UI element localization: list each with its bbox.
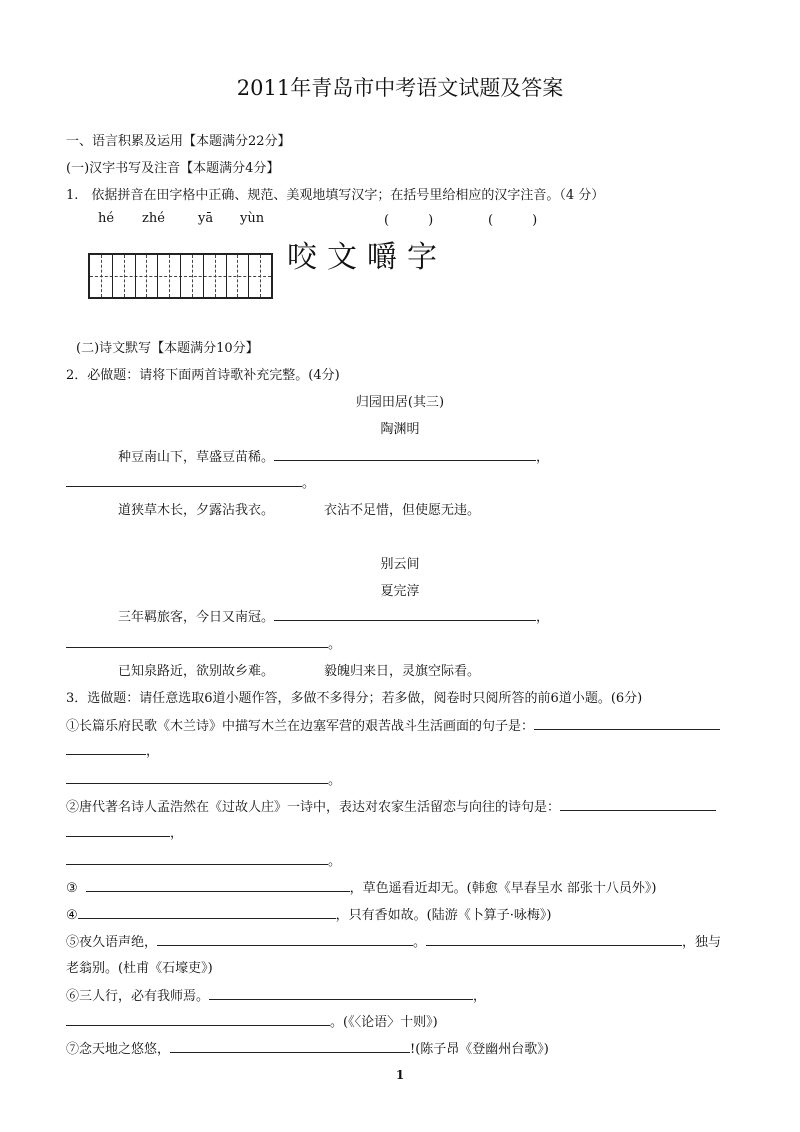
question-text: ，只有香如故。(陆游《卜算子·咏梅》) [335,908,552,923]
answer-paren-2: ( ) [488,213,538,228]
document-title: 2011年青岛市中考语文试题及答案 [236,76,564,100]
answer-blank[interactable] [209,985,473,1000]
question-3-2 [66,796,716,815]
answer-blank[interactable] [157,931,413,946]
answer-blank[interactable] [560,796,716,811]
answer-blank[interactable] [66,1011,330,1026]
grid-cell [204,255,227,297]
question-text: 。(《〈论语〉十则》) [330,1015,438,1030]
question-1: 1. 依据拼音在田字格中正确、规范、美观地填写汉字；在括号里给相应的汉字注音。（4 分） [66,188,605,203]
grid-cell [249,255,271,297]
question-text: !(陈子昂《登幽州台歌》) [410,1042,549,1057]
punct: 。 [302,476,316,491]
punct: ， [536,450,550,465]
punct: 。 [328,854,342,869]
question-3-1-line-2 [66,740,159,759]
page-number: 1 [395,1068,405,1082]
pinyin-1: hé [98,211,115,226]
poem-1-title: 归园田居(其三) [355,395,445,410]
punct: 。 [328,637,342,652]
punct: ， [146,744,160,759]
answer-blank[interactable] [426,931,682,946]
question-3: 3．选做题：请任意选取6道小题作答，多做不多得分；若多做，阅卷时只阅所答的前6道小题。(6分) [66,691,643,706]
answer-blank[interactable] [78,904,336,919]
question-number: ④ [66,908,78,923]
answer-blank[interactable] [66,633,328,648]
answer-blank[interactable] [66,769,328,784]
answer-blank[interactable] [86,877,350,892]
question-text: ⑥三人行，必有我师焉。 [66,989,210,1004]
answer-blank[interactable] [66,822,170,837]
poem-2-line-3b: 毅魄归来日，灵旗空际看。 [324,664,481,679]
question-3-5 [66,931,721,950]
section-heading: 一、语言积累及运用【本题满分22分】 [66,134,291,149]
poem-2-line-1 [118,606,549,625]
question-text: ⑤夜久语声绝， [66,935,158,950]
answer-blank[interactable] [66,472,302,487]
question-text: ②唐代著名诗人孟浩然在《过故人庄》一诗中，表达对农家生活留恋与向往的诗句是： [66,800,561,815]
poem-2-line-2 [66,633,341,652]
grid-cell [181,255,204,297]
answer-blank[interactable] [534,715,720,730]
question-3-2-line-3 [66,850,341,869]
question-3-6-line-2 [66,1011,438,1030]
question-3-1 [66,715,720,734]
question-text: ，独与 [682,935,722,950]
punct: ， [473,989,487,1004]
question-text: ，草色遥看近却无。(韩愈《早春呈水 部张十八员外》) [349,881,657,896]
grid-cell [227,255,250,297]
question-text: ⑦念天地之悠悠， [66,1042,171,1057]
answer-blank[interactable] [170,1038,410,1053]
question-number: ③ [66,881,78,896]
question-text: ①长篇乐府民歌《木兰诗》中描写木兰在边塞军营的艰苦战斗生活画面的句子是： [66,719,535,734]
pinyin-2: zhé [142,211,165,226]
poem-2-line-3a: 已知泉路近，欲别故乡难。 [118,664,275,679]
pinyin-4: yùn [240,211,265,226]
question-2: 2．必做题：请将下面两首诗歌补充完整。(4分) [66,368,340,383]
question-3-4 [66,904,551,923]
answer-blank[interactable] [274,606,536,621]
punct: ， [170,826,184,841]
question-3-5-line-2: 老翁别。(杜甫《石壕吏》) [66,961,213,976]
subsection-heading: (一)汉字书写及注音【本题满分4分】 [66,161,280,176]
grid-cell [136,255,159,297]
writing-grid[interactable] [88,253,273,299]
poem-1-line-3a: 道狭草木长，夕露沾我衣。 [118,503,275,518]
pinyin-3: yā [198,211,214,226]
punct: 。 [413,935,427,950]
answer-paren-1: ( ) [384,213,434,228]
question-3-1-line-3 [66,769,341,788]
punct: 。 [328,773,342,788]
subsection-heading-2: (二)诗文默写【本题满分10分】 [76,341,259,356]
grid-cell [90,255,113,297]
poem-line-text: 三年羁旅客，今日又南冠。 [118,610,275,625]
question-3-3 [66,877,656,896]
answer-blank[interactable] [66,740,146,755]
poem-1-author: 陶渊明 [380,422,420,437]
question-3-6 [66,985,486,1004]
poem-1-line-1 [118,446,549,465]
answer-blank[interactable] [274,446,536,461]
poem-line-text: 种豆南山下，草盛豆苗稀。 [118,450,275,465]
poem-1-line-2 [66,472,315,491]
poem-1-line-3b: 衣沾不足惜，但使愿无违。 [324,503,481,518]
question-3-2-line-2 [66,822,183,841]
poem-2-title: 别云间 [380,557,420,572]
grid-cell [158,255,181,297]
answer-blank[interactable] [66,850,328,865]
poem-2-author: 夏完淳 [380,584,420,599]
punct: ， [536,610,550,625]
grid-cell [113,255,136,297]
question-3-7 [66,1038,549,1057]
phrase-characters: 咬文嚼字 [287,240,447,275]
